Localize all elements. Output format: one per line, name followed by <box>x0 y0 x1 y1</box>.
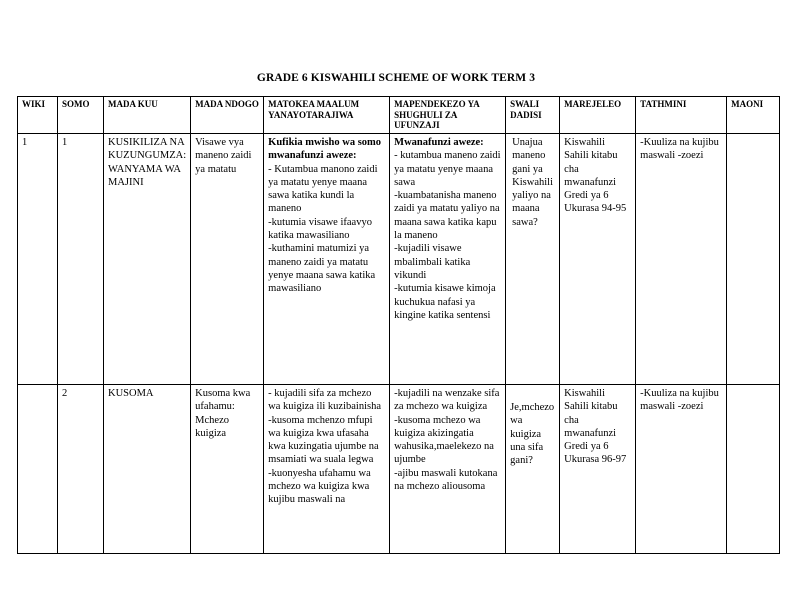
header-row <box>18 97 780 134</box>
mapendekezo-item: -kusoma mchezo wa kuigiza akizingatia wahusika,maelekezo na ujumbe <box>394 414 494 466</box>
cell-maoni <box>727 385 780 554</box>
document-title: GRADE 6 KISWAHILI SCHEME OF WORK TERM 3 <box>256 72 536 84</box>
header-matokea: MATOKEA MAALUM YANAYOTARAJIWA <box>264 97 390 134</box>
matokea-item: -kuthamini matumizi ya maneno zaidi ya matatu yenye maana sawa katika mawasiliano <box>268 243 376 295</box>
mapendekezo-heading: Mwanafunzi aweze: <box>394 137 484 148</box>
header-somo: SOMO <box>58 97 104 134</box>
cell-matokea <box>264 385 390 554</box>
cell-marejeleo: Kiswahili Sahili kitabu cha mwanafunzi Gredi ya 6 Ukurasa 96-97 <box>560 385 636 554</box>
header-mada-kuu: MADA KUU <box>104 97 191 134</box>
matokea-item: - kujadili sifa za mchezo wa kuigiza ili kuzibainisha <box>268 388 382 413</box>
mapendekezo-item: -kuambatanisha maneno zaidi ya matatu yaliyo na maana sawa katika kapu la maneno <box>394 190 500 242</box>
cell-tathmini: -Kuuliza na kujibu maswali -zoezi <box>636 385 727 554</box>
matokea-item: -kutumia visawe ifaavyo katika mawasiliano <box>268 216 372 242</box>
cell-matokea <box>264 134 390 385</box>
header-maoni: MAONI <box>727 97 780 134</box>
cell-mapendekezo <box>390 134 506 385</box>
mapendekezo-item: -ajibu maswali kutokana na mchezo aliousoma <box>394 467 498 493</box>
header-marejeleo: MAREJELEO <box>560 97 636 134</box>
cell-tathmini: -Kuuliza na kujibu maswali -zoezi <box>636 134 727 385</box>
cell-somo: 1 <box>58 134 104 385</box>
matokea-item: - Kutambua manono zaidi ya matatu yenye maana sawa katika kundi la maneno <box>268 163 378 215</box>
cell-somo: 2 <box>58 385 104 554</box>
header-mapendekezo: MAPENDEKEZO YA SHUGHULI ZA UFUNZAJI <box>390 97 506 134</box>
cell-swali-dadisi: Je,mchezo wa kuigiza una sifa gani? <box>506 385 560 554</box>
cell-marejeleo: Kiswahili Sahili kitabu cha mwanafunzi Gredi ya 6 Ukurasa 94-95 <box>560 134 636 385</box>
scheme-of-work-table <box>17 96 780 554</box>
header-mada-ndogo: MADA NDOGO <box>191 97 264 134</box>
cell-wiki: 1 <box>18 134 58 385</box>
cell-mada-ndogo: Visawe vya maneno zaidi ya matatu <box>191 134 264 385</box>
mapendekezo-item: - kutambua maneno zaidi ya matatu yenye maana sawa <box>394 150 501 188</box>
mapendekezo-item: -kutumia kisawe kimoja kuchukua nafasi ya kingine katika sentensi <box>394 283 496 321</box>
mapendekezo-item: -kujadili visawe mbalimbali katika vikundi <box>394 243 471 281</box>
cell-maoni <box>727 134 780 385</box>
matokea-heading: Kufikia mwisho wa somo mwanafunzi aweze: <box>268 137 382 162</box>
cell-swali-dadisi: Unajua maneno gani ya Kiswahili yaliyo na maana sawa? <box>506 134 560 385</box>
cell-wiki <box>18 385 58 554</box>
cell-mapendekezo <box>390 385 506 554</box>
header-tathmini: TATHMINI <box>636 97 727 134</box>
cell-mada-kuu: KUSOMA <box>104 385 191 554</box>
cell-mada-ndogo: Kusoma kwa ufahamu: Mchezo kuigiza <box>191 385 264 554</box>
mapendekezo-item: -kujadili na wenzake sifa za mchezo wa kuigiza <box>394 388 500 413</box>
header-wiki: WIKI <box>18 97 58 134</box>
cell-mada-kuu: KUSIKILIZA NA KUZUNGUMZA: WANYAMA WA MAJINI <box>104 134 191 385</box>
matokea-item: -kuonyesha ufahamu wa mchezo wa kuigiza kwa kujibu maswali na <box>268 467 371 506</box>
table-row <box>18 134 780 385</box>
matokea-item: -kusoma mchenzo mfupi wa kuigiza kwa ufasaha kwa kuzingatia ujumbe na msamiati wa suala legwa <box>268 414 379 466</box>
header-swali-dadisi: SWALI DADISI <box>506 97 560 134</box>
table-row <box>18 385 780 554</box>
